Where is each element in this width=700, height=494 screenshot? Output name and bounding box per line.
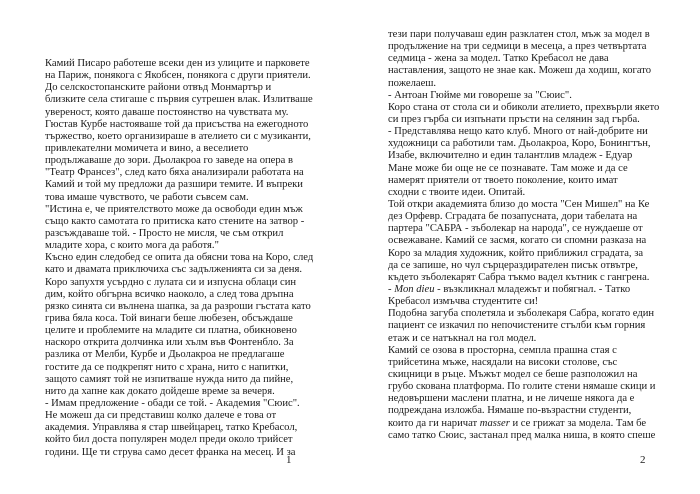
text-line: Камий Писаро работеше всеки ден из улиците и парковете [45, 58, 310, 69]
text-line: нито да хапне как докато дойдеше време за вечеря. [45, 385, 275, 397]
text-line: също както самотата го притиска като стените на затвор - [45, 215, 305, 227]
text-line: трийсетина мъже, насядали на високи столове, със [388, 356, 618, 368]
text-line: освежаване. Камий се засмя, когато си спомни разказа на [388, 235, 647, 247]
text-line: седмица - жена за модел. Татко Кребасол не дава [388, 53, 609, 65]
text-line: привлекателни момичета и вино, а веселието [45, 142, 249, 154]
text-line: си през гърба си изпънати пръсти на селянин зад гърба. [388, 113, 640, 125]
text-line: продължаваше до зори. Дьолакроа го заведе на опера в [45, 155, 294, 167]
page-number-left: 1 [286, 454, 292, 466]
text-line: рязко синята си вълнена шапка, за да разроши гъстата като [45, 300, 311, 312]
page-number-right: 2 [640, 454, 646, 466]
text-line: намерят приятели от твоето поколение, които имат [388, 174, 618, 186]
left-page-text [45, 58, 313, 459]
text-line: тържество, което организираше в ателието си с музиканти, [45, 130, 311, 142]
text-line: - Представлява нещо като клуб. Много от най-добрите ни [388, 126, 648, 138]
text-line: "Театр Франсез", след като бяха анализирали работата на [45, 167, 304, 179]
text-line: продължение на три седмици в месеца, а през четвъртата [388, 41, 647, 53]
text-line: Коро за младия художник, който приближил сградата, за [388, 247, 644, 259]
text-line: пациент се изкачил по непочистените стълби към горния [388, 320, 646, 332]
text-line: Изабе, включително и един талантлив младеж - Едуар [388, 150, 633, 162]
text-line: тези пари получаваш един разклатен стол, мъж за модел в [388, 29, 650, 40]
text-line: години. Ще ти струва само десет франка на месец. И за [45, 446, 296, 458]
text-line: да се запише, но чул сърцераздирателен писък отвътре, [388, 259, 638, 271]
text-line: недовършени маслени платна, и не личеше някога да е [388, 393, 635, 405]
text-line: академия. Управлява я стар швейцарец, татко Кребасол, [45, 422, 298, 434]
text-line: "Истина е, че приятелството може да освободи един мъж [45, 203, 303, 215]
text-line: защото самият той не изпитваше нужда нито да пийне, [45, 373, 294, 385]
text-line: Той откри академията близо до моста "Сен Мишел" на Ке [388, 198, 650, 210]
text-line: дим, който обгърна всичко наоколо, а след това дръпна [45, 288, 294, 300]
text-line: грива бяла коса. Той винаги беше любезен, обсъждаше [45, 312, 293, 324]
text-line: наскоро открита долчинка или хълм във Фонтенбло. За [45, 337, 294, 349]
text-line: Гюстав Курбе настояваше той да присъства на ежегодното [45, 118, 309, 130]
text-line: подреждана изложба. Нямаше по-възрастни студенти, [388, 405, 632, 417]
text-line: разсъждаваше той. - Просто не мисля, че съм открил [45, 227, 284, 239]
text-line: целите и проблемите на младите си платна, обикновено [45, 325, 297, 337]
text-line: увереност, която даваше постоянство на чувствата му. [45, 106, 289, 118]
text-line: това имаше чувството, че работи съвсем сам. [45, 191, 249, 203]
text-line: гостите да се подкрепят нито с храна, нито с напитки, [45, 361, 289, 373]
text-line: Подобна загуба сполетяла и зъболекаря Сабра, когато един [388, 308, 655, 320]
text-line: сходни с твоите идеи. Опитай. [388, 186, 526, 198]
text-line: партера "САБРА - зъболекар на народа", се нуждаеше от [388, 223, 643, 235]
text-line: като и двамата приключиха със задълженията си за деня. [45, 264, 302, 276]
text-line: До селскостопанските райони отвъд Монмартър и [45, 82, 272, 94]
text-line: грубо скована платформа. По голите стени нямаше скици и [388, 381, 656, 393]
right-page [350, 0, 700, 494]
text-line: дез Орфевр. Сградата бе позапусната, дори табелата на [388, 211, 638, 223]
text-line: - Имам предложение - обади се той. - Академия "Сюис". [45, 397, 300, 409]
text-line: където зъболекарят Сабра тъкмо вадел кътник с гангрена. [388, 271, 650, 283]
text-line: близките села стигаше с първия сутрешен влак. Излитваше [45, 94, 313, 106]
text-line: които да ги наричат masser и се грижат за модела. Там бе [388, 417, 647, 429]
text-line: на Париж, понякога с Якобсен, понякога с други приятели. [45, 70, 311, 82]
text-line: Кребасол измъчва студентите си! [388, 296, 539, 308]
text-line: Коро запухтя усърдно с лулата си и изпусна облаци син [45, 276, 297, 288]
right-page-text [388, 29, 659, 442]
text-line: Мане може би още не се познавате. Там може и да се [388, 162, 628, 174]
text-line: - Антоан Гюйме ми говореше за "Сюис". [388, 89, 572, 101]
text-line: наставления, защото не знае как. Можеш да ходиш, когато [388, 65, 652, 77]
text-line: Късно един следобед се опита да обясни това на Коро, след [45, 252, 314, 264]
text-line: Камий и той му предложи да разшири темите. И въпреки [45, 179, 303, 191]
text-line: Коро стана от стола си и обиколи ателието, прехвърли якето [388, 101, 660, 113]
text-line: етаж и се натъкнал на гол модел. [388, 332, 537, 344]
text-line: художници са работили там. Дьолакроа, Коро, Бонингтън, [388, 138, 651, 150]
text-line: скицници в ръце. Мъжът модел се беше разположил на [388, 368, 638, 380]
text-line: който бил доста популярен модел преди около трийсет [45, 434, 293, 446]
text-line: Не можеш да си представиш колко далече е това от [45, 410, 277, 422]
text-line: само татко Сюис, застанал пред малка ниша, в която спеше [388, 429, 656, 441]
text-line: младите хора, с които мога да работя." [45, 240, 219, 252]
text-line: Камий се озова в просторна, семпла прашна стая с [388, 344, 617, 356]
text-line: - Mon dieu - възкликнал младежът и побягнал. - Татко [388, 283, 631, 295]
text-line: пожелаеш. [388, 77, 437, 89]
text-line: разлика от Мелби, Курбе и Дьолакроа не предлагаше [45, 349, 285, 361]
